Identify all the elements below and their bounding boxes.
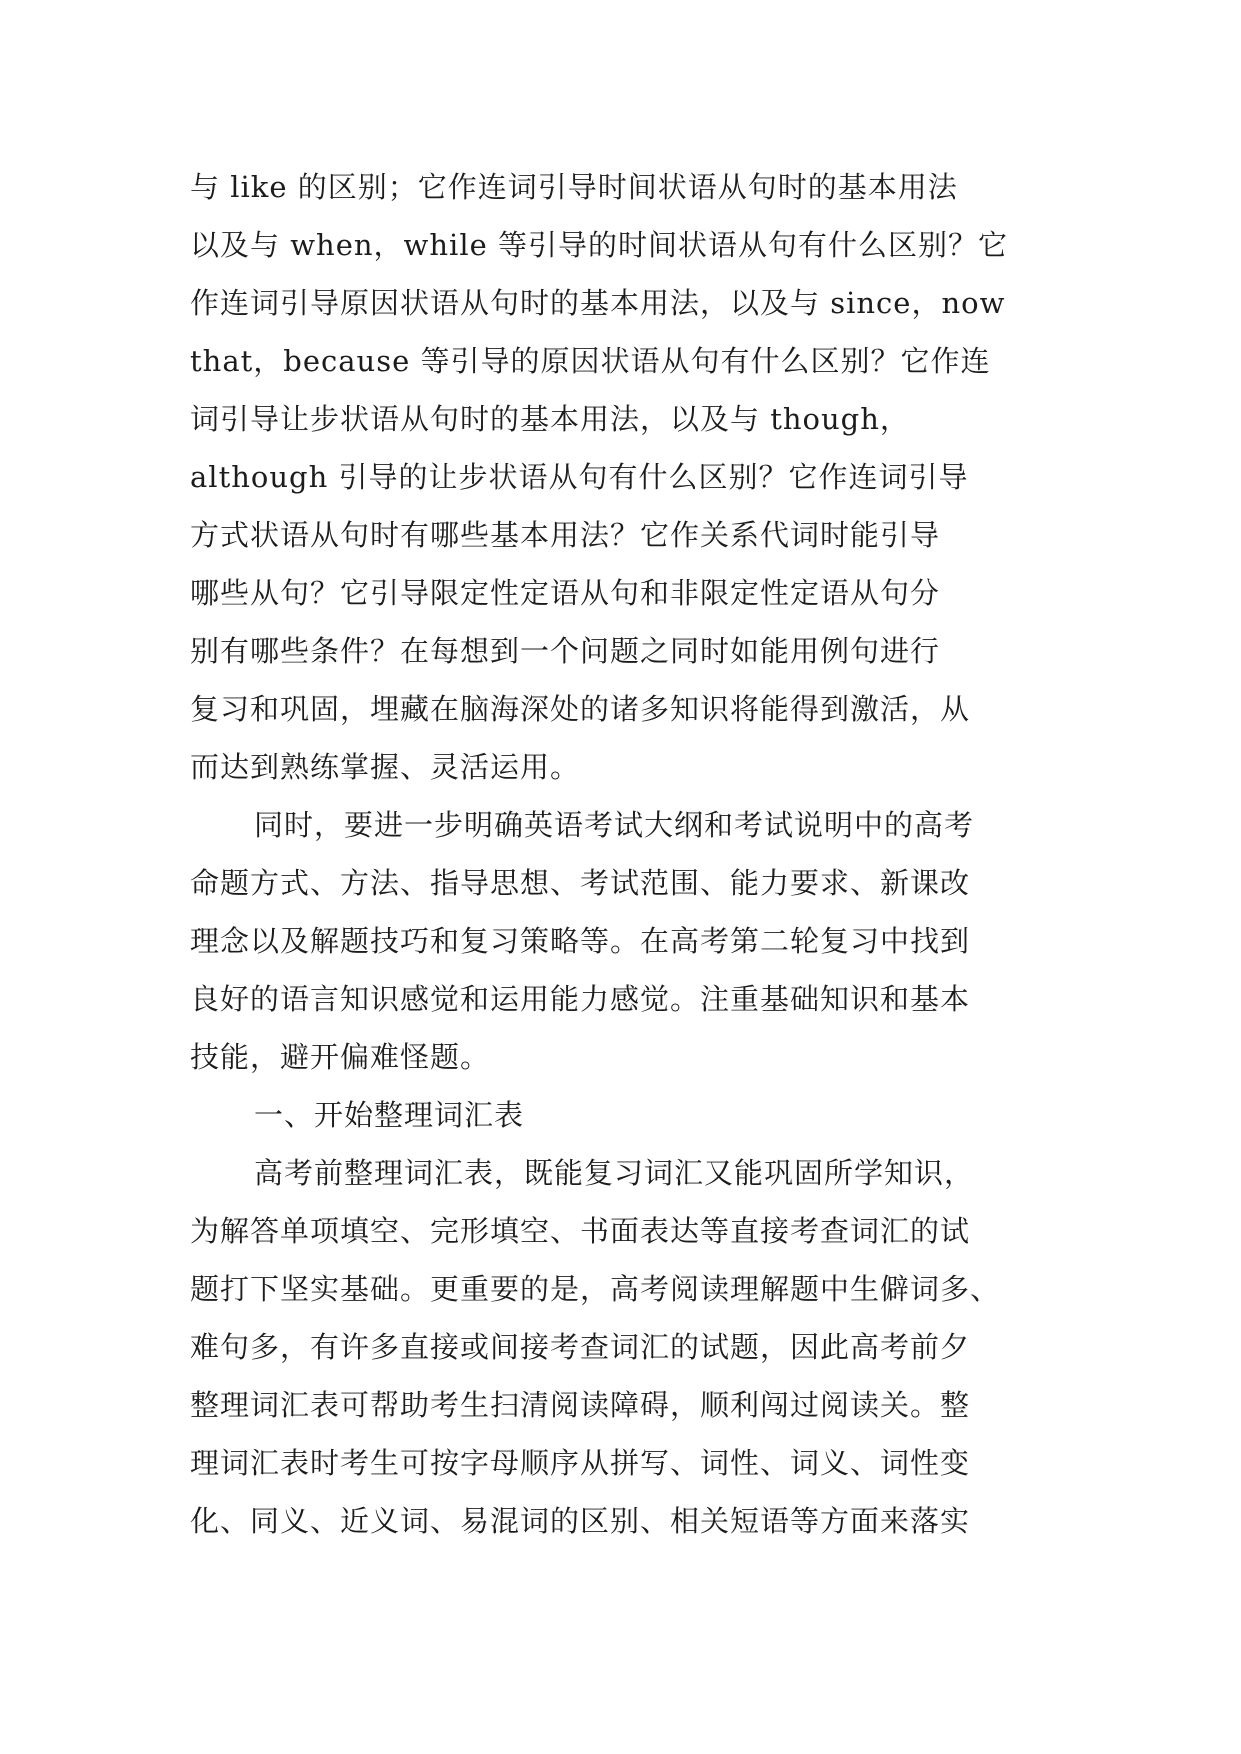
text-line: 哪些从句？它引导限定性定语从句和非限定性定语从句分 (190, 576, 941, 610)
paragraph-3 (190, 1144, 1050, 1550)
text-line: 别有哪些条件？在每想到一个问题之同时如能用例句进行 (190, 634, 941, 668)
text-line: 与 like 的区别；它作连词引导时间状语从句时的基本用法 (190, 170, 958, 204)
text-line: 命题方式、方法、指导思想、考试范围、能力要求、新课改 (190, 866, 971, 900)
text-line: 一、开始整理词汇表 (254, 1098, 525, 1132)
text-line: 化、同义、近义词、易混词的区别、相关短语等方面来落实 (190, 1504, 971, 1538)
text-line: 为解答单项填空、完形填空、书面表达等直接考查词汇的试 (190, 1214, 971, 1248)
paragraph-1 (190, 158, 1050, 796)
text-line: although 引导的让步状语从句有什么区别？它作连词引导 (190, 460, 969, 494)
text-line: 词引导让步状语从句时的基本用法，以及与 though， (190, 402, 910, 436)
text-line: 难句多，有许多直接或间接考查词汇的试题，因此高考前夕 (190, 1330, 971, 1364)
text-line: 理念以及解题技巧和复习策略等。在高考第二轮复习中找到 (190, 924, 971, 958)
text-line: 技能，避开偏难怪题。 (190, 1040, 491, 1074)
text-line: 整理词汇表可帮助考生扫清阅读障碍，顺利闯过阅读关。整 (190, 1388, 971, 1422)
text-line: 而达到熟练掌握、灵活运用。 (190, 750, 581, 784)
section-heading (190, 1086, 1050, 1144)
body-text (190, 158, 1050, 1550)
text-line: 良好的语言知识感觉和运用能力感觉。注重基础知识和基本 (190, 982, 971, 1016)
text-line: 题打下坚实基础。更重要的是，高考阅读理解题中生僻词多、 (190, 1272, 1001, 1306)
text-line: 高考前整理词汇表，既能复习词汇又能巩固所学知识， (254, 1156, 975, 1190)
text-line: 同时，要进一步明确英语考试大纲和考试说明中的高考 (254, 808, 975, 842)
paragraph-2 (190, 796, 1050, 1086)
text-line: 复习和巩固，埋藏在脑海深处的诸多知识将能得到激活，从 (190, 692, 971, 726)
text-line: 理词汇表时考生可按字母顺序从拼写、词性、词义、词性变 (190, 1446, 971, 1480)
text-line: 作连词引导原因状语从句时的基本用法，以及与 since，now (190, 286, 1006, 320)
text-line: 方式状语从句时有哪些基本用法？它作关系代词时能引导 (190, 518, 941, 552)
text-line: that，because 等引导的原因状语从句有什么区别？它作连 (190, 344, 991, 378)
text-line: 以及与 when，while 等引导的时间状语从句有什么区别？它 (190, 228, 1008, 262)
